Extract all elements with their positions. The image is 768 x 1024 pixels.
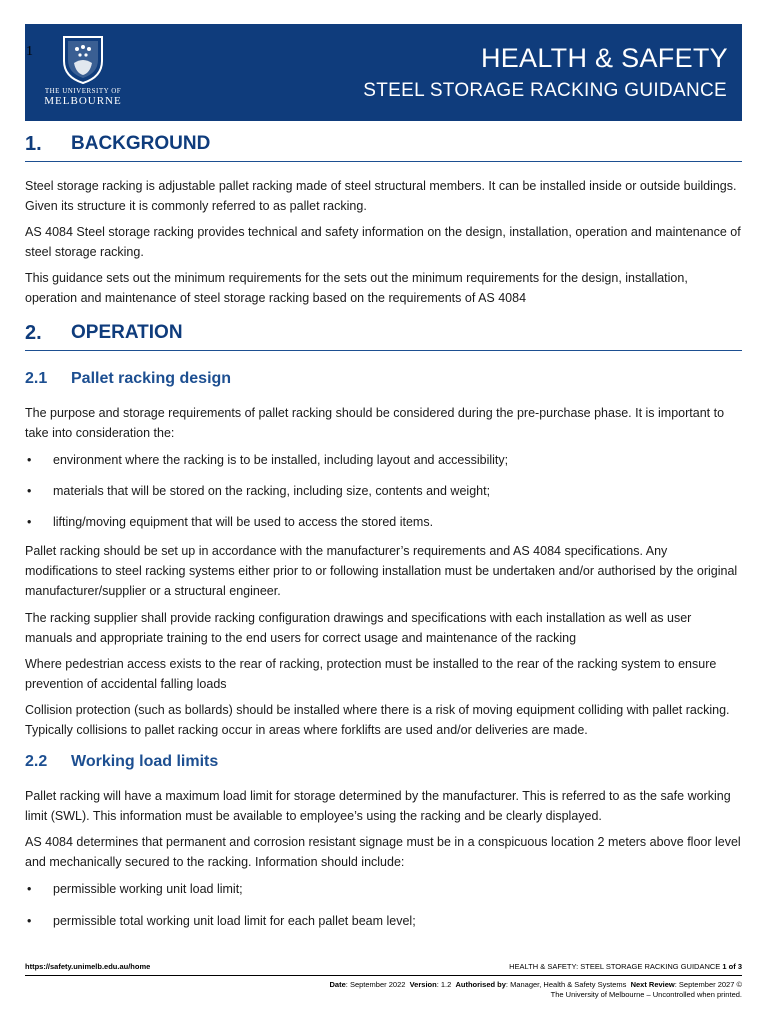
paragraph: Pallet racking will have a maximum load limit for storage determined by the manufacturer. This is referred to as the safe working limit (SWL). This information must be available to employee’s using the racking and be clearly displayed.	[25, 789, 731, 823]
bullet-icon: •	[27, 484, 32, 498]
bullet-icon: •	[27, 914, 32, 928]
subsection-title: Pallet racking design	[71, 370, 232, 387]
section-heading-operation	[25, 320, 742, 351]
subsection-number: 2.2	[25, 753, 48, 770]
paragraph: The purpose and storage requirements of pallet racking should be considered during the pre-purchase phase. It is important to take into consideration the:	[25, 406, 725, 440]
footer-divider	[25, 975, 742, 976]
section-number: 2.	[25, 322, 42, 344]
university-logo	[44, 33, 122, 109]
footer-version: 1.2	[440, 980, 452, 989]
crest-icon	[60, 33, 106, 85]
bullet-icon: •	[27, 882, 32, 896]
footer-review: September 2027 ©	[678, 980, 742, 989]
footer-doc-label	[509, 962, 742, 971]
page-corner-mark: 1	[26, 44, 33, 59]
section-number: 1.	[25, 133, 42, 155]
paragraph: The racking supplier shall provide racking configuration drawings and specifications with each installation as well as user manuals and appropriate training to the end users for correct usage and maintenance of the racking	[25, 611, 692, 645]
paragraph: This guidance sets out the minimum requirements for the sets out the minimum requirements for the design, installation, operation and maintenance of steel storage racking based on the requirements of AS 4084	[25, 271, 688, 305]
page-title: HEALTH & SAFETY	[480, 43, 728, 73]
footer-page-number: 1 of 3	[722, 962, 742, 971]
paragraph: AS 4084 determines that permanent and corrosion resistant signage must be in a conspicuous location 2 meters above floor level and mechanically secured to the racking. Information should include:	[25, 835, 741, 869]
footer-doc-title: HEALTH & SAFETY: STEEL STORAGE RACKING GUIDANCE	[509, 962, 721, 971]
logo-line2: MELBOURNE	[44, 95, 122, 107]
page-subtitle: STEEL STORAGE RACKING GUIDANCE	[363, 80, 727, 101]
paragraph: Where pedestrian access exists to the rear of racking, protection must be installed to the rear of the racking system to ensure prevention of accidental falling loads	[25, 657, 717, 691]
footer-url-link[interactable]: https://safety.unimelb.edu.au/home	[25, 962, 151, 971]
paragraph: Pallet racking should be set up in accordance with the manufacturer’s requirements and AS 4084 specifications. Any modifications to steel racking systems either prior to or following installation must be undertaken and/or authorised by the original manufacturer/supplier or a structural engineer.	[25, 544, 738, 598]
logo-line1: THE UNIVERSITY OF	[44, 87, 122, 95]
section-heading-background	[25, 131, 742, 162]
section-title: OPERATION	[71, 322, 183, 343]
bullet-icon: •	[27, 515, 32, 529]
paragraph: AS 4084 Steel storage racking provides technical and safety information on the design, installation, operation and maintenance of steel storage racking.	[25, 225, 741, 259]
footer-authorised: Manager, Health & Safety Systems	[510, 980, 627, 989]
bullet-icon: •	[27, 453, 32, 467]
footer-meta: Date: September 2022 Version: 1.2 Authorised by: Manager, Health & Safety Systems Next Review: September 2027 © The University of Melbourne – Uncontrolled when printed.	[329, 980, 742, 999]
subsection-title: Working load limits	[71, 753, 219, 770]
section-title: BACKGROUND	[71, 133, 211, 154]
paragraph: Steel storage racking is adjustable pallet racking made of steel structural members. It can be installed inside or outside buildings. Given its structure it is commonly referred to as pallet racking.	[25, 179, 737, 213]
subsection-number: 2.1	[25, 370, 48, 387]
footer-copyright: The University of Melbourne – Uncontrolled when printed.	[550, 990, 742, 999]
footer-date: September 2022	[349, 980, 406, 989]
paragraph: Collision protection (such as bollards) should be installed where there is a risk of moving equipment colliding with pallet racking. Typically collisions to pallet racking occur in areas where forklifts are used and/or deliveries are made.	[25, 703, 730, 737]
